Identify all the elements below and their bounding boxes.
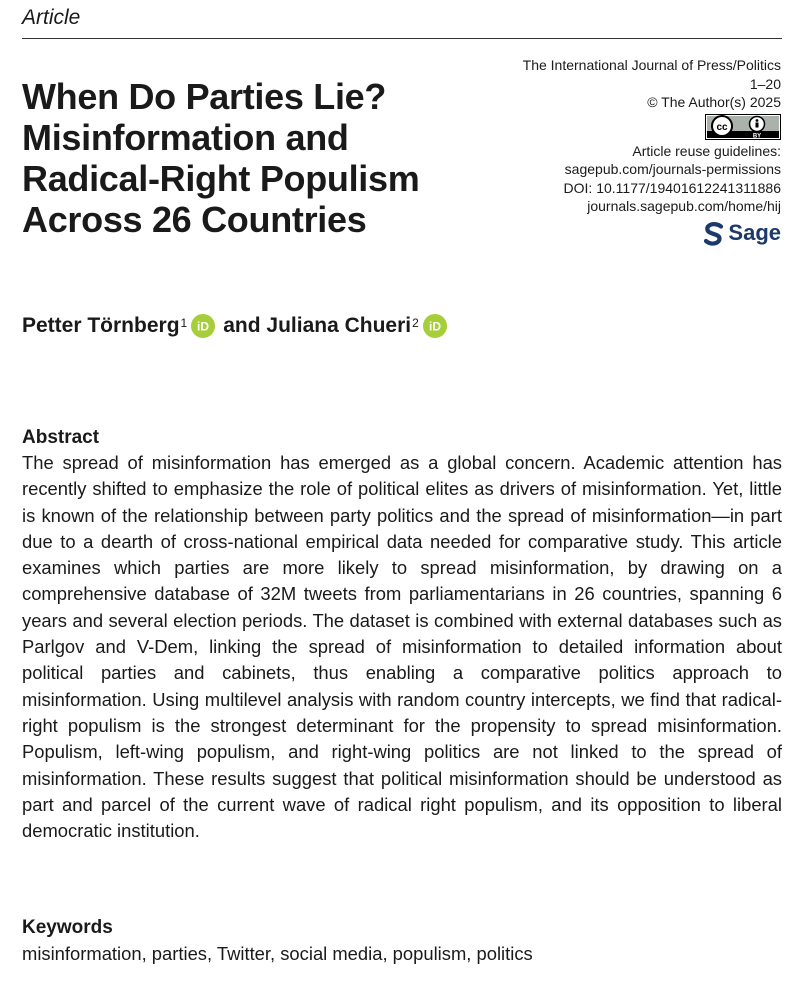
header-rule bbox=[22, 38, 782, 39]
author-2-name[interactable]: Juliana Chueri bbox=[266, 314, 412, 337]
author-2-affiliation: 2 bbox=[412, 316, 419, 330]
page-range: 1–20 bbox=[749, 75, 781, 92]
author-1-name[interactable]: Petter Törnberg bbox=[22, 314, 180, 337]
abstract-section bbox=[22, 426, 782, 844]
title-line-4: Across 26 Countries bbox=[22, 199, 367, 240]
sage-s-icon bbox=[704, 222, 724, 246]
svg-text:iD: iD bbox=[197, 319, 210, 334]
author-list bbox=[22, 314, 455, 338]
title-line-2: Misinformation and bbox=[22, 117, 349, 158]
paper-title bbox=[22, 76, 492, 240]
svg-text:iD: iD bbox=[428, 319, 441, 334]
journal-homepage-link[interactable]: journals.sagepub.com/home/hij bbox=[587, 198, 781, 214]
reuse-guidelines-link[interactable]: sagepub.com/journals-permissions bbox=[564, 161, 781, 177]
title-line-3: Radical-Right Populism bbox=[22, 158, 420, 199]
cc-by-icon bbox=[705, 114, 781, 140]
publisher-name: Sage bbox=[728, 220, 781, 246]
keywords-section bbox=[22, 916, 782, 967]
title-line-1: When Do Parties Lie? bbox=[22, 76, 387, 117]
keywords-text: misinformation, parties, Twitter, social media, populism, politics bbox=[22, 943, 533, 964]
article-type-label: Article bbox=[22, 6, 81, 29]
abstract-heading: Abstract bbox=[22, 427, 100, 448]
publication-metadata bbox=[461, 56, 781, 246]
reuse-guidelines-label: Article reuse guidelines: bbox=[632, 142, 781, 159]
doi[interactable]: DOI: 10.1177/19401612241311886 bbox=[563, 179, 781, 196]
cc-by-label: BY bbox=[752, 132, 762, 139]
publisher-logo bbox=[461, 222, 781, 246]
keywords-heading: Keywords bbox=[22, 917, 113, 938]
author-conjunction: and bbox=[223, 314, 261, 337]
cc-license-badge[interactable] bbox=[461, 114, 781, 140]
orcid-icon[interactable] bbox=[191, 314, 215, 338]
orcid-icon[interactable] bbox=[423, 314, 447, 338]
author-1-affiliation: 1 bbox=[180, 316, 188, 330]
copyright-notice: © The Author(s) 2025 bbox=[647, 94, 781, 110]
journal-name: The International Journal of Press/Politics bbox=[522, 57, 781, 73]
abstract-text: The spread of misinformation has emerged as a global concern. Academic attention has recently shifted to emphasize the role of political elites as drivers of misinformation. Yet, little is known of the relationship between party politics and the spread of misinformation—in part due to a dearth of cross-national empirical data needed for comparative study. This article examines which parties are more likely to spread misinformation, by drawing on a comprehensive database of 32M tweets from parliamentarians in 26 countries, spanning 6 years and several election periods. The dataset is combined with external databases such as Parlgov and V-Dem, linking the spread of misinformation to detailed information about political parties and cabinets, thus enabling a comparative politics approach to misinformation. Using multilevel analysis with random country intercepts, we find that radical-right populism is the strongest determinant for the propensity to spread misinformation. Populism, left-wing populism, and right-wing politics are not linked to the spread of misinformation. These results suggest that political misinformation should be understood as part and parcel of the current wave of radical right populism, and its opposition to liberal democratic institution. bbox=[22, 452, 782, 842]
svg-text:cc: cc bbox=[716, 121, 728, 133]
